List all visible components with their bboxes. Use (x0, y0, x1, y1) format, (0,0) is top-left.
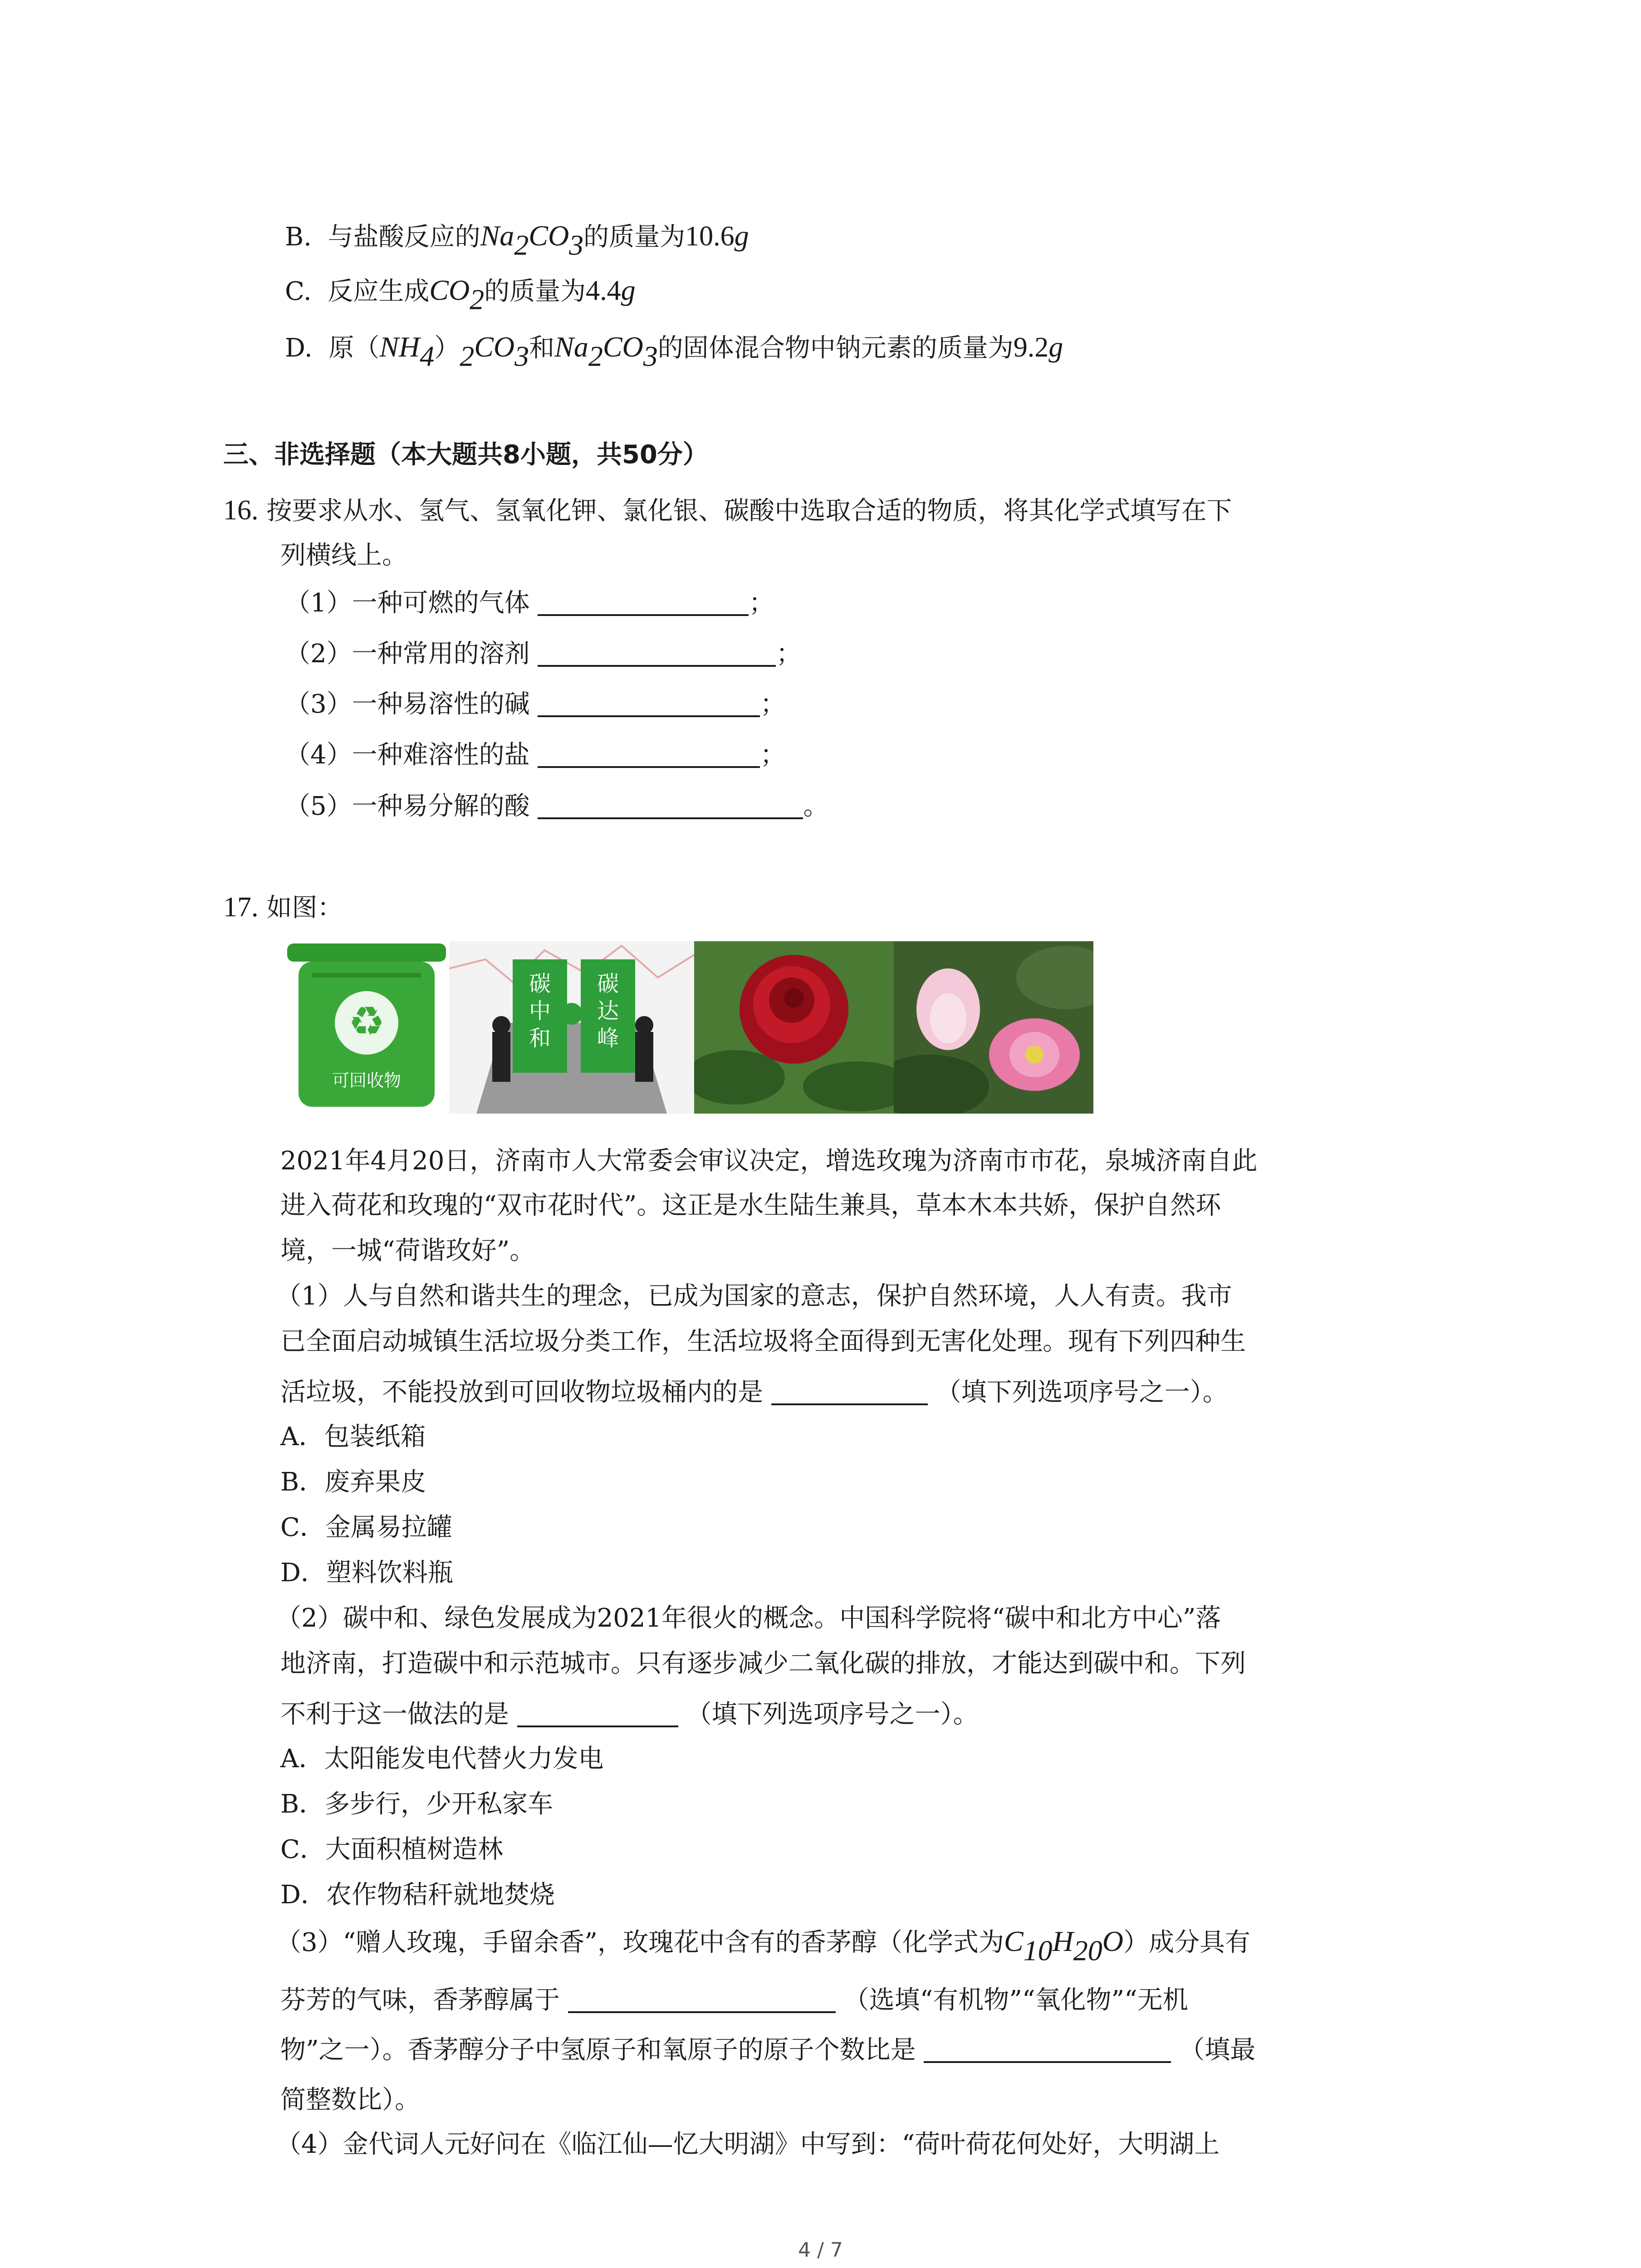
q17-para1-line2: 进入荷花和玫瑰的“双市花时代”。这正是水生陆生兼具，草本木本共娇，保护自然环 (280, 1191, 1221, 1220)
q17-para1-line1: 2021年4月20日，济南市人大常委会审议决定，增选玫瑰为济南市市花，泉城济南自此 (280, 1146, 1258, 1176)
q17-p2-option-d: D．农作物秸秆就地焚烧 (280, 1880, 555, 1910)
q17-p2-line1: （2）碳中和、绿色发展成为2021年很火的概念。中国科学院将“碳中和北方中心”落 (276, 1603, 1221, 1633)
q17-para1-line3: 境，一城“荷谐玫好”。 (280, 1236, 535, 1266)
answer-blank-p1[interactable] (771, 1376, 928, 1405)
q16-item-4: （4）一种难溶性的盐 ； (285, 737, 785, 773)
q17-p2-option-a: A．太阳能发电代替火力发电 (280, 1744, 604, 1774)
q17-intro: 17. 如图： (223, 892, 343, 923)
q17-p1-line3: 活垃圾，不能投放到可回收物垃圾桶内的是 （填下列选项序号之一）。 (280, 1374, 1228, 1411)
svg-text:峰: 峰 (597, 1026, 619, 1051)
q17-p1-option-d: D．塑料饮料瓶 (280, 1558, 453, 1588)
svg-text:碳: 碳 (597, 971, 619, 997)
q17-p1-option-c: C．金属易拉罐 (280, 1513, 452, 1542)
q17-p1-option-b: B．废弃果皮 (280, 1467, 426, 1497)
option-d: D. 原$(NH_4)_2CO_3$和$Na_2CO_3$的固体混合物中钠元素的质量为9.2g (285, 331, 1063, 372)
answer-blank-p3b[interactable] (924, 2034, 1171, 2063)
q16-item-3: （3）一种易溶性的碱 ； (285, 686, 785, 723)
answer-blank-4[interactable] (538, 739, 760, 768)
q17-p3-line2: 芬芳的气味，香茅醇属于 （选填“有机物”“氧化物”“无机 (280, 1982, 1188, 2019)
q17-p2-option-b: B．多步行，少开私家车 (280, 1789, 554, 1819)
q16-stem-cont: 列横线上。 (280, 541, 407, 570)
q17-p3-line4: 简整数比）。 (280, 2085, 420, 2115)
q16-stem: 16. 按要求从水、氢气、氢氧化钾、氯化银、碳酸中选取合适的物质，将其化学式填写在下 (223, 495, 1232, 526)
svg-text:和: 和 (529, 1026, 551, 1051)
answer-blank-1[interactable] (538, 587, 749, 616)
q16-item-2: （2）一种常用的溶剂 ； (285, 636, 801, 672)
answer-blank-2[interactable] (538, 638, 776, 667)
q16-item-1: （1）一种可燃的气体 ； (285, 585, 774, 621)
section-heading: 三、非选择题（本大题共8小题，共50分） (223, 440, 708, 469)
q17-p3-line3: 物”之一）。香茅醇分子中氢原子和氧原子的原子个数比是 （填最 (280, 2032, 1255, 2068)
answer-blank-p2[interactable] (517, 1698, 678, 1727)
svg-text:达: 达 (597, 998, 619, 1024)
bin-label: 可回收物 (332, 1070, 402, 1090)
q17-p2-option-c: C．大面积植树造林 (280, 1835, 503, 1864)
carbon-puzzle-image (449, 941, 694, 1114)
q17-p1-option-a: A．包装纸箱 (280, 1422, 426, 1452)
q16-item-5: （5）一种易分解的酸 。 (285, 788, 828, 825)
rose-image (694, 941, 894, 1114)
q17-p2-line3: 不利于这一做法的是 （填下列选项序号之一）。 (280, 1696, 979, 1733)
svg-text:中: 中 (529, 998, 551, 1024)
option-b: B. 与盐酸反应的$Na_2CO_3$的质量为10.6g (285, 220, 749, 261)
q17-p4-line1: （4）金代词人元好问在《临江仙—忆大明湖》中写到：“荷叶荷花何处好，大明湖上 (276, 2130, 1220, 2159)
q17-p3-line1: （3）“赠人玫瑰，手留余香”，玫瑰花中含有的香茅醇（化学式为$C_{10}H_{20}O$）成分具有 (276, 1925, 1251, 1967)
recycle-icon: ♻ (348, 998, 385, 1046)
page-number: 4 / 7 (798, 2239, 843, 2262)
answer-blank-p3a[interactable] (568, 1984, 836, 2013)
q17-p1-line1: （1）人与自然和谐共生的理念，已成为国家的意志，保护自然环境，人人有责。我市 (276, 1281, 1232, 1311)
recycle-bin-image (285, 941, 448, 1114)
answer-blank-3[interactable] (538, 688, 760, 717)
svg-text:碳: 碳 (529, 971, 551, 997)
q17-p2-line2: 地济南，打造碳中和示范城市。只有逐步减少二氧化碳的排放，才能达到碳中和。下列 (280, 1649, 1246, 1678)
q17-p1-line2: 已全面启动城镇生活垃圾分类工作，生活垃圾将全面得到无害化处理。现有下列四种生 (280, 1327, 1246, 1356)
option-c: C. 反应生成$CO_2$的质量为4.4g (285, 274, 636, 316)
lotus-image (894, 941, 1093, 1114)
answer-blank-5[interactable] (538, 790, 803, 819)
